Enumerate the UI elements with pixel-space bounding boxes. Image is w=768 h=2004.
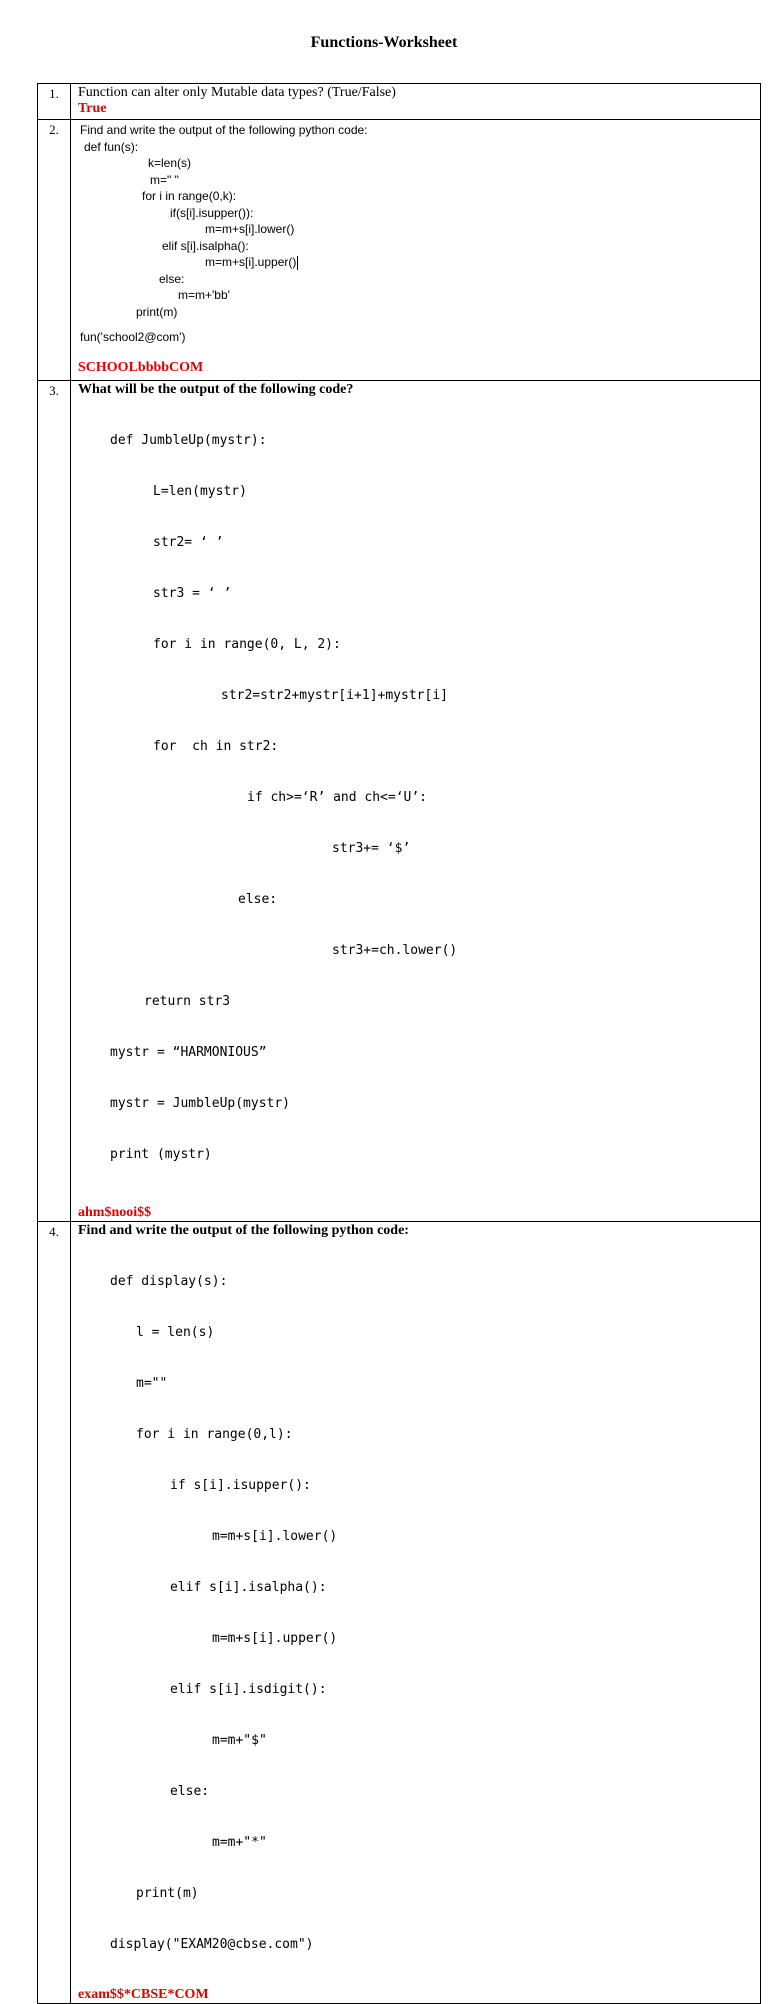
code-line: mystr = “HARMONIOUS” xyxy=(110,1045,267,1060)
question-number: 3. xyxy=(38,381,71,1222)
code-line: display("EXAM20@cbse.com") xyxy=(110,1937,314,1952)
code-line: m=m+s[i].upper() xyxy=(205,255,297,269)
question-number: 4. xyxy=(38,1222,71,2004)
code-line: L=len(mystr) xyxy=(153,484,247,499)
code-line: def JumbleUp(mystr): xyxy=(110,433,267,448)
code-line: if ch>=‘R’ and ch<=‘U’: xyxy=(247,790,428,805)
question-row-4 xyxy=(38,1222,761,2004)
code-line: for ch in str2: xyxy=(153,739,279,754)
code-line: mystr = JumbleUp(mystr) xyxy=(110,1096,291,1111)
question-text: Find and write the output of the following python code: xyxy=(80,123,368,137)
code-line: else: xyxy=(159,271,185,286)
code-line: print(m) xyxy=(136,1886,199,1901)
code-line: else: xyxy=(170,1784,210,1799)
code-line: elif s[i].isdigit(): xyxy=(170,1682,327,1697)
code-line: print (mystr) xyxy=(110,1147,212,1162)
code-line: else: xyxy=(238,892,278,907)
code-line: print(m) xyxy=(136,304,178,319)
code-line: m=m+s[i].lower() xyxy=(212,1529,338,1544)
code-line: for i in range(0,l): xyxy=(136,1427,293,1442)
code-line: return str3 xyxy=(144,994,231,1009)
code-line: k=len(s) xyxy=(148,156,192,170)
code-line: str3 = ‘ ’ xyxy=(153,586,232,601)
code-line: l = len(s) xyxy=(136,1325,215,1340)
worksheet-table xyxy=(37,83,761,2004)
code-line: m=m+"*" xyxy=(212,1835,267,1850)
question-row-2 xyxy=(38,120,761,381)
code-line: m=m+s[i].upper() xyxy=(212,1631,338,1646)
answer-text: ahm$nooi$$ xyxy=(78,1205,152,1220)
question-number: 2. xyxy=(38,120,71,381)
code-line: elif s[i].isalpha(): xyxy=(162,238,249,253)
function-call: fun('school2@com') xyxy=(80,330,186,344)
code-line: m=" " xyxy=(150,172,179,187)
code-line: m=m+'bb' xyxy=(178,288,230,302)
answer-text: SCHOOLbbbbCOM xyxy=(78,359,204,375)
code-line: m="" xyxy=(136,1376,168,1391)
code-line: m=m+"$" xyxy=(212,1733,267,1748)
code-line: str2= ‘ ’ xyxy=(153,535,224,550)
question-row-1 xyxy=(38,84,761,120)
code-line: str2=str2+mystr[i+1]+mystr[i] xyxy=(221,688,448,703)
question-row-3 xyxy=(38,381,761,1222)
code-line: str3+=ch.lower() xyxy=(332,943,458,958)
page-title: Functions-Worksheet xyxy=(310,34,458,51)
code-line: def display(s): xyxy=(110,1274,228,1289)
code-line: str3+= ‘$’ xyxy=(332,841,411,856)
text-cursor xyxy=(297,256,298,270)
answer-text: True xyxy=(78,101,107,116)
answer-text: exam$$*CBSE*COM xyxy=(78,1987,209,2002)
code-line: for i in range(0, L, 2): xyxy=(153,637,341,652)
question-text: What will be the output of the following code? xyxy=(78,382,354,397)
code-line: elif s[i].isalpha(): xyxy=(170,1580,327,1595)
code-line: def fun(s): xyxy=(84,139,139,154)
code-line: m=m+s[i].lower() xyxy=(205,222,295,236)
code-line: for i in range(0,k): xyxy=(142,189,237,203)
question-text: Find and write the output of the following python code: xyxy=(78,1223,409,1238)
question-number: 1. xyxy=(38,84,71,120)
code-line: if s[i].isupper(): xyxy=(170,1478,311,1493)
question-text: Function can alter only Mutable data types? (True/False) xyxy=(78,85,396,100)
code-line: if(s[i].isupper()): xyxy=(170,205,254,220)
